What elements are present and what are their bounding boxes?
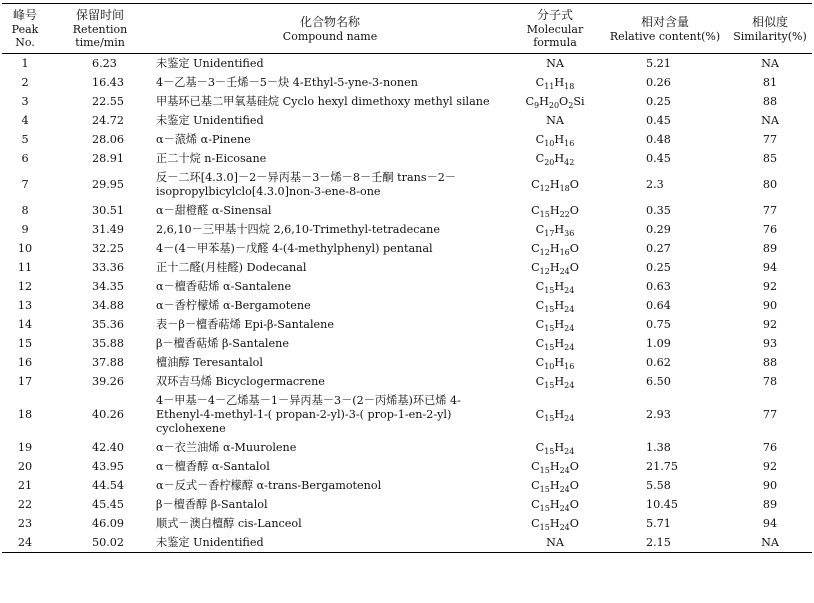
cell-peak-no: 6 [21,152,29,165]
cell-retention-time: 28.06 [92,133,125,146]
cell-similarity: 92 [762,460,778,473]
table-row [2,201,812,220]
header-relative-content [602,4,728,54]
cell-peak-no: 14 [17,318,33,331]
header-retention-time [48,4,152,54]
cell-peak-no: 5 [21,133,29,146]
table-row [2,73,812,92]
cell-molecular-formula: $C_{12}H_{24}O$ [531,261,579,276]
cell-similarity: 94 [762,261,778,274]
table-row [2,168,812,201]
cell-retention-time: 33.36 [92,261,125,274]
cell-molecular-formula: $C_{15}H_{24}$ [535,375,575,390]
table-row [2,220,812,239]
cell-relative-content: 5.58 [646,479,671,492]
cell-compound-name: 2,6,10－三甲基十四烷 2,6,10-Trimethyl-tetradecane [156,223,440,236]
cell-relative-content: 0.45 [646,152,671,165]
table-row [2,372,812,391]
cell-peak-no: 19 [17,441,33,454]
cell-retention-time: 43.95 [92,460,125,473]
table-body [2,54,812,553]
header-sim-zh: 相似度 [751,14,788,29]
table-row [2,353,812,372]
cell-molecular-formula: $C_{12}H_{16}O$ [531,242,579,257]
cell-compound-name: α－衣兰油烯 α-Muurolene [156,441,297,454]
cell-relative-content: 0.26 [646,76,671,89]
cell-peak-no: 2 [21,76,29,89]
cell-peak-no: 16 [17,356,33,369]
cell-compound-name: α－檀香醇 α-Santalol [156,460,270,473]
header-compound-name [152,4,508,54]
cell-retention-time: 28.91 [92,152,125,165]
cell-similarity: 81 [762,76,778,89]
cell-relative-content: 0.29 [646,223,671,236]
table-row [2,111,812,130]
cell-molecular-formula: $C_{10}H_{16}$ [535,133,575,148]
cell-molecular-formula: $C_{15}H_{24}O$ [531,498,579,513]
cell-molecular-formula: $C_{10}H_{16}$ [535,356,575,371]
header-formula-en: Molecular formula [526,23,584,49]
table-row [2,495,812,514]
cell-compound-name: β－檀香醇 β-Santalol [156,498,268,511]
cell-relative-content: 0.25 [646,95,671,108]
header-name-zh: 化合物名称 [299,14,360,29]
cell-compound-name: 双环吉马烯 Bicyclogermacrene [156,375,325,388]
cell-compound-name: 未鉴定 Unidentified [156,536,264,549]
cell-similarity: 77 [762,133,778,146]
cell-relative-content: 0.25 [646,261,671,274]
cell-relative-content: 0.27 [646,242,671,255]
cell-molecular-formula: $C_{15}H_{24}$ [535,299,575,314]
cell-retention-time: 35.88 [92,337,125,350]
table-row [2,391,812,438]
header-rt-en: Retention time/min [72,23,128,49]
cell-compound-name: 4－(4－甲苯基)－戊醛 4-(4-methylphenyl) pentanal [156,242,433,255]
cell-molecular-formula: $C_{15}H_{22}O$ [531,204,579,219]
cell-similarity: 93 [762,337,778,350]
cell-relative-content: 2.15 [646,536,671,549]
cell-retention-time: 40.26 [92,408,125,421]
header-peak-en: Peak No. [11,23,39,49]
cell-retention-time: 37.88 [92,356,125,369]
cell-similarity: 88 [762,95,778,108]
cell-retention-time: 34.35 [92,280,125,293]
cell-relative-content: 2.3 [646,178,664,191]
cell-peak-no: 12 [17,280,33,293]
cell-peak-no: 20 [17,460,33,473]
cell-molecular-formula: $C_{17}H_{36}$ [535,223,575,238]
cell-compound-name: 未鉴定 Unidentified [156,57,264,70]
cell-relative-content: 1.09 [646,337,671,350]
cell-retention-time: 39.26 [92,375,125,388]
cell-compound-name: 正十二醛(月桂醛) Dodecanal [156,261,307,274]
table-row [2,438,812,457]
cell-peak-no: 18 [17,408,33,421]
cell-similarity: 76 [762,441,778,454]
header-molecular-formula [508,4,602,54]
cell-molecular-formula: $C_{15}H_{24}$ [535,280,575,295]
compound-table-container [2,3,812,553]
cell-retention-time: 46.09 [92,517,125,530]
cell-relative-content: 21.75 [646,460,679,473]
table-row [2,533,812,553]
cell-similarity: 90 [762,479,778,492]
cell-peak-no: 15 [17,337,33,350]
cell-peak-no: 1 [21,57,29,70]
cell-retention-time: 6.23 [92,57,117,70]
cell-similarity: 78 [762,375,778,388]
cell-retention-time: 32.25 [92,242,125,255]
cell-similarity: NA [761,114,779,127]
cell-peak-no: 7 [21,178,29,191]
cell-compound-name: α－香柠檬烯 α-Bergamotene [156,299,311,312]
cell-retention-time: 30.51 [92,204,125,217]
cell-relative-content: 6.50 [646,375,671,388]
cell-similarity: NA [761,57,779,70]
cell-molecular-formula: $C_9H_{20}O_2Si$ [525,95,585,110]
cell-retention-time: 50.02 [92,536,125,549]
compound-table [2,3,812,553]
table-row [2,334,812,353]
cell-similarity: 76 [762,223,778,236]
cell-compound-name: 正二十烷 n-Eicosane [156,152,267,165]
cell-retention-time: 29.95 [92,178,125,191]
table-row [2,149,812,168]
cell-peak-no: 11 [17,261,33,274]
cell-similarity: 92 [762,318,778,331]
table-row [2,277,812,296]
cell-retention-time: 44.54 [92,479,125,492]
cell-molecular-formula: $C_{20}H_{42}$ [535,152,575,167]
table-row [2,258,812,277]
cell-relative-content: 0.48 [646,133,671,146]
cell-peak-no: 13 [17,299,33,312]
cell-relative-content: 0.64 [646,299,671,312]
cell-compound-name: 4－乙基－3－壬烯－5－炔 4-Ethyl-5-yne-3-nonen [156,76,418,89]
header-peak-zh: 峰号 [12,8,37,22]
table-row [2,457,812,476]
cell-relative-content: 5.21 [646,57,671,70]
cell-retention-time: 35.36 [92,318,125,331]
header-sim-en: Similarity(%) [733,29,807,43]
cell-relative-content: 10.45 [646,498,679,511]
cell-retention-time: 22.55 [92,95,125,108]
cell-molecular-formula: NA [546,114,564,127]
cell-similarity: 77 [762,408,778,421]
cell-relative-content: 5.71 [646,517,671,530]
cell-molecular-formula: NA [546,536,564,549]
header-rt-zh: 保留时间 [75,8,124,22]
table-row [2,315,812,334]
cell-compound-name: 反－二环[4.3.0]－2－异丙基－3－烯－8－壬酮 trans－2－isopropylbicylclo[4.3.0]non-3-ene-8-one [156,171,457,198]
cell-retention-time: 45.45 [92,498,125,511]
cell-retention-time: 16.43 [92,76,125,89]
cell-compound-name: α－蒎烯 α-Pinene [156,133,251,146]
header-content-zh: 相对含量 [640,14,689,29]
cell-compound-name: α－反式－香柠檬醇 α-trans-Bergamotenol [156,479,382,492]
cell-similarity: 92 [762,280,778,293]
header-content-en: Relative content(%) [609,29,721,43]
cell-similarity: 77 [762,204,778,217]
cell-similarity: 89 [762,242,778,255]
cell-compound-name: 甲基环已基二甲氧基硅烷 Cyclo hexyl dimethoxy methyl silane [156,95,490,108]
table-row [2,92,812,111]
cell-peak-no: 17 [17,375,33,388]
table-row [2,130,812,149]
cell-molecular-formula: $C_{15}H_{24}O$ [531,460,579,475]
cell-molecular-formula: $C_{15}H_{24}$ [535,318,575,333]
cell-peak-no: 23 [17,517,33,530]
cell-retention-time: 31.49 [92,223,125,236]
cell-molecular-formula: $C_{15}H_{24}$ [535,408,575,423]
table-row [2,239,812,258]
cell-retention-time: 42.40 [92,441,125,454]
cell-relative-content: 0.45 [646,114,671,127]
cell-relative-content: 2.93 [646,408,671,421]
table-row [2,476,812,495]
cell-molecular-formula: $C_{12}H_{18}O$ [531,178,579,193]
cell-molecular-formula: $C_{15}H_{24}O$ [531,479,579,494]
cell-similarity: 80 [762,178,778,191]
cell-retention-time: 24.72 [92,114,125,127]
cell-similarity: 85 [762,152,778,165]
cell-relative-content: 0.63 [646,280,671,293]
cell-peak-no: 21 [17,479,33,492]
cell-molecular-formula: $C_{15}H_{24}O$ [531,517,579,532]
table-header [2,4,812,54]
cell-compound-name: 表－β－檀香萜烯 Epi-β-Santalene [156,318,335,331]
cell-peak-no: 22 [17,498,33,511]
cell-peak-no: 3 [21,95,29,108]
header-peak-no [2,4,48,54]
cell-peak-no: 8 [21,204,29,217]
cell-peak-no: 24 [17,536,33,549]
cell-compound-name: 顺式－澳白檀醇 cis-Lanceol [156,517,302,530]
cell-relative-content: 0.75 [646,318,671,331]
cell-molecular-formula: $C_{11}H_{18}$ [535,76,575,91]
cell-compound-name: α－檀香萜烯 α-Santalene [156,280,292,293]
cell-peak-no: 10 [17,242,33,255]
cell-similarity: 90 [762,299,778,312]
cell-molecular-formula: $C_{15}H_{24}$ [535,337,575,352]
header-name-en: Compound name [282,29,378,43]
table-row [2,296,812,315]
cell-compound-name: 4－甲基－4－乙烯基－1－异丙基－3－(2－丙烯基)环已烯 4-Ethenyl-4-methyl-1-( propan-2-yl)-3-( prop-1-en-2-yl) cyclohexene [156,394,461,435]
cell-compound-name: 檀油醇 Teresantalol [156,356,263,369]
cell-similarity: NA [761,536,779,549]
cell-compound-name: α－甜橙醛 α-Sinensal [156,204,272,217]
cell-retention-time: 34.88 [92,299,125,312]
cell-similarity: 89 [762,498,778,511]
cell-compound-name: 未鉴定 Unidentified [156,114,264,127]
cell-relative-content: 1.38 [646,441,671,454]
cell-peak-no: 4 [21,114,29,127]
table-row [2,514,812,533]
cell-molecular-formula: $C_{15}H_{24}$ [535,441,575,456]
header-similarity [728,4,812,54]
cell-similarity: 88 [762,356,778,369]
cell-peak-no: 9 [21,223,29,236]
header-formula-zh: 分子式 [536,8,573,22]
table-row [2,54,812,74]
cell-relative-content: 0.35 [646,204,671,217]
cell-relative-content: 0.62 [646,356,671,369]
cell-similarity: 94 [762,517,778,530]
cell-molecular-formula: NA [546,57,564,70]
cell-compound-name: β－檀香萜烯 β-Santalene [156,337,289,350]
